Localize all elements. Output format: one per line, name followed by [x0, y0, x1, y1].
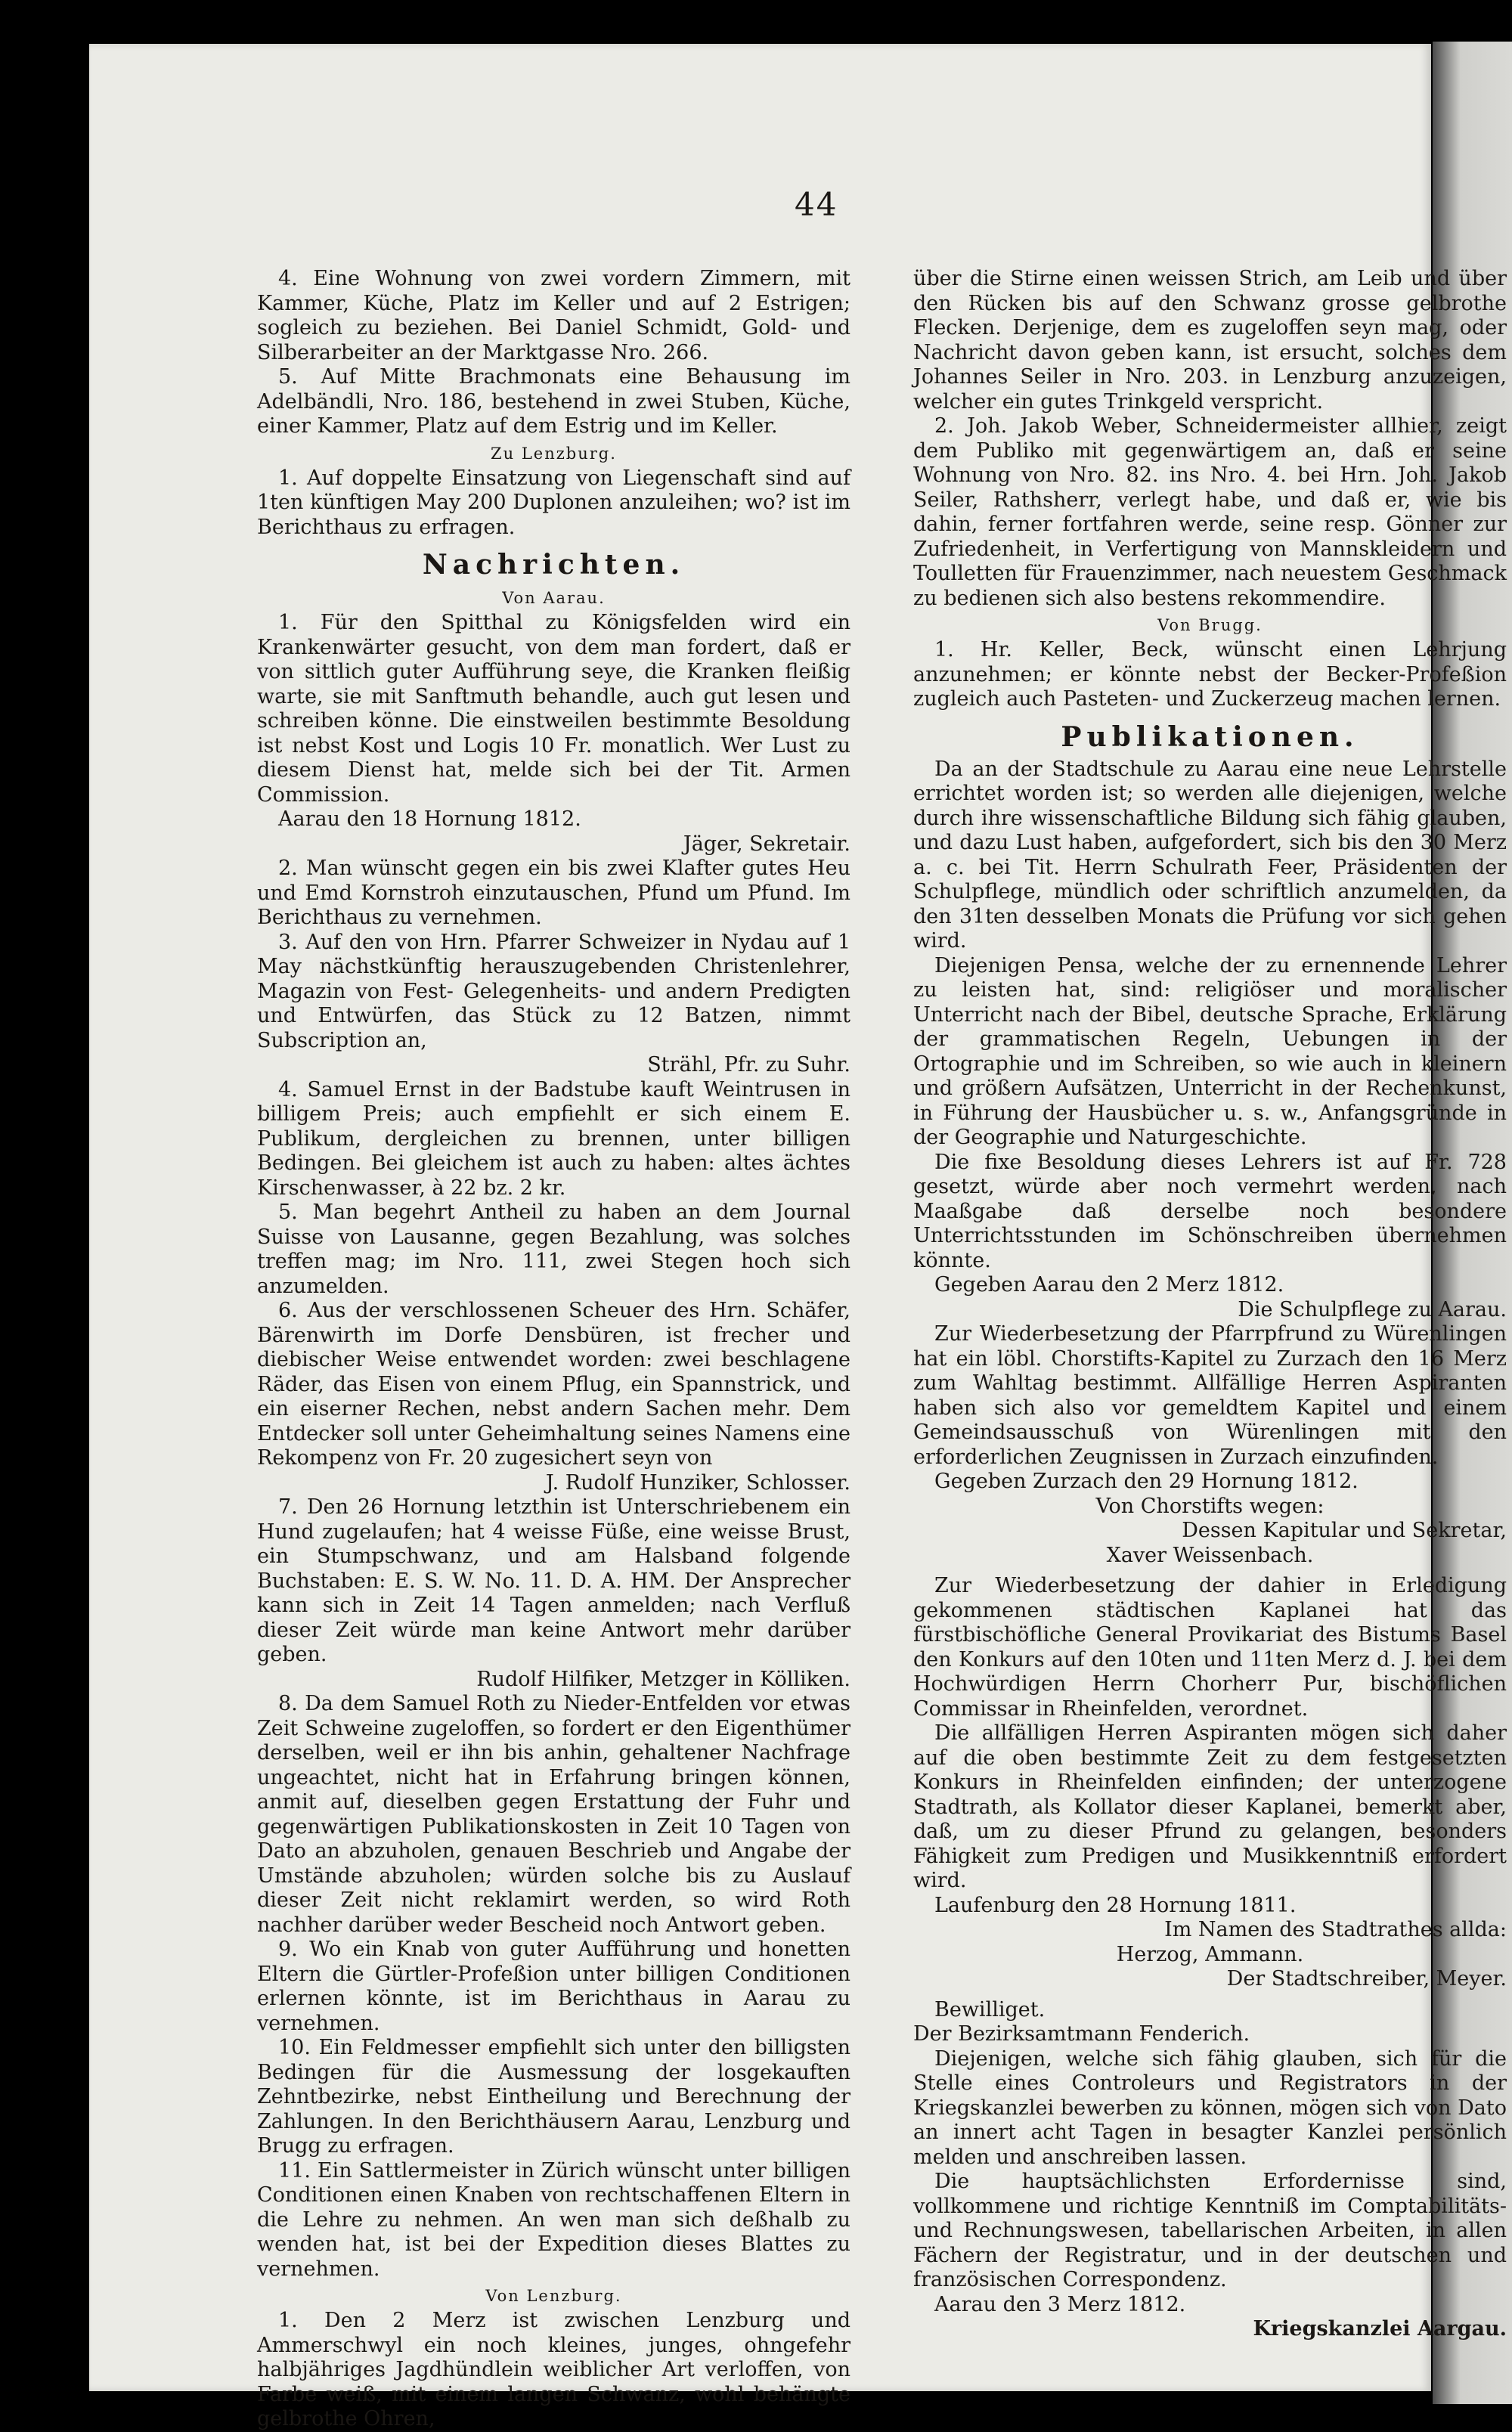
notice-paragraph: 1. Hr. Keller, Beck, wünscht einen Lehrjung anzunehmen; er könnte nebst der Becker-Profeßion zugleich auch Pasteten- und Zuckerzeug machen lernen. [913, 638, 1507, 711]
notice-signature: Von Chorstifts wegen: [1095, 1494, 1325, 1518]
notice-signature: Dessen Kapitular und Sekretar, [1182, 1519, 1507, 1542]
notice-paragraph: 10. Ein Feldmesser empfiehlt sich unter den billigsten Bedingen für die Ausmessung der losgekauften Zehntbezirke, nebst Eintheilung und Berechnung der Zahlungen. In den Berichthäusern Aarau, Lenzburg und Brugg zu erfragen. [257, 2036, 850, 2158]
notice-signature: Xaver Weissenbach. [1106, 1543, 1314, 1567]
notice-signature: Jäger, Sekretair. [683, 832, 850, 856]
notice-paragraph: Zur Wiederbesetzung der dahier in Erledigung gekommenen städtischen Kaplanei hat das fürstbischöfliche General Provikariat des Bistums Basel den Konkurs auf den 10ten und 11ten Merz d. J. bei dem Hochwürdigen Herrn Chorherr Pur, bischöflichen Commissar in Rheinfelden, verordnet. [913, 1574, 1507, 1721]
page-number: 44 [795, 186, 838, 223]
notice-signature: Rudolf Hilfiker, Metzger in Kölliken. [476, 1667, 850, 1691]
notice-paragraph: 2. Joh. Jakob Weber, Schneidermeister allhier, zeigt dem Publiko mit gegenwärtigem an, daß er seine Wohnung von Nro. 82. ins Nro. 4. bei Hrn. Joh. Jakob Seiler, Rathsherr, verlegt habe, und daß er, wie bis dahin, ferner fortfahren werde, seine resp. Gönner zur Zufriedenheit, in Verfertigung von Mannskleidern und Toulletten für Frauenzimmer, nach neuestem Geschmack zu bedienen sich also bestens rekommendire. [913, 414, 1507, 610]
section-subheading: Von Aarau. [502, 589, 606, 607]
notice-signature: Im Namen des Stadtrathes allda: [1164, 1918, 1507, 1941]
left-column [257, 267, 850, 2432]
notice-paragraph: 1. Für den Spitthal zu Königsfelden wird ein Krankenwärter gesucht, von dem man fordert, daß er von sittlich guter Aufführung seye, die Kranken fleißig warte, sie mit Sanftmuth behandle, auch gut lesen und schreiben könne. Die einstweilen bestimmte Besoldung ist nebst Kost und Logis 10 Fr. monatlich. Wer Lust zu diesem Dienst hat, melde sich bei der Tit. Armen Commission. [257, 611, 850, 807]
notice-signature: Herzog, Ammann. [1116, 1942, 1304, 1966]
notice-signature: Die Schulpflege zu Aarau. [1238, 1297, 1507, 1321]
notice-paragraph: 9. Wo ein Knab von guter Aufführung und honetten Eltern die Gürtler-Profeßion unter billigen Conditionen erlernen könnte, ist im Berichthaus in Aarau zu vernehmen. [257, 1938, 850, 2035]
notice-paragraph: Zur Wiederbesetzung der Pfarrpfrund zu Würenlingen hat ein löbl. Chorstifts-Kapitel zu Zurzach den 16 Merz zum Wahltag bestimmt. Allfällige Herren Aspiranten haben sich also vor gemeldtem Kapitel und einem Gemeindsausschuß von Würenlingen mit den erforderlichen Zeugnissen in Zurzach einzufinden. [913, 1322, 1507, 1469]
notice-date: Aarau den 18 Hornung 1812. [278, 807, 581, 831]
notice-paragraph: Diejenigen, welche sich fähig glauben, sich für die Stelle eines Controleurs und Registrators in der Kriegskanzlei bewerben zu können, mögen sich von Dato an innert acht Tagen in besagter Kanzlei persönlich melden und anschreiben lassen. [913, 2046, 1507, 2169]
notice-signature: J. Rudolf Hunziker, Schlosser. [545, 1470, 850, 1495]
notice-paragraph: Diejenigen Pensa, welche der zu ernennende Lehrer zu leisten hat, sind: religiöser und moralischer Unterricht nach der Bibel, deutsche Sprache, Erklärung der grammatischen Regeln, Uebungen in der Ortographie und im Schreiben, so wie auch in kleinern und größern Aufsätzen, Unterricht in der Rechenkunst, in Führung der Hausbücher u. s. w., Anfangsgründe in der Geographie und Naturgeschichte. [913, 953, 1507, 1149]
section-subheading: Zu Lenzburg. [491, 444, 617, 463]
notice-paragraph: 4. Eine Wohnung von zwei vordern Zimmern, mit Kammer, Küche, Platz im Keller und auf 2 Estrigen; sogleich zu beziehen. Bei Daniel Schmidt, Gold- und Silberarbeiter an der Marktgasse Nro. 266. [257, 267, 850, 364]
notice-paragraph: 6. Aus der verschlossenen Scheuer des Hrn. Schäfer, Bärenwirth im Dorfe Densbüren, ist frecher und diebischer Weise entwendet worden: zwei beschlagene Räder, das Eisen von einem Pflug, ein Spannstrick, und ein eiserner Rechen, nebst andern Sachen mehr. Dem Entdecker soll unter Geheimhaltung seines Namens eine Rekompenz von Fr. 20 zugesichert seyn von [257, 1299, 850, 1470]
notice-date: Gegeben Zurzach den 29 Hornung 1812. [934, 1470, 1359, 1493]
section-heading: Publikationen. [1061, 720, 1359, 753]
notice-paragraph: 5. Auf Mitte Brachmonats eine Behausung im Adelbändli, Nro. 186, bestehend in zwei Stuben, Küche, einer Kammer, Platz auf dem Estrig und im Keller. [257, 365, 850, 438]
notice-signature: Strähl, Pfr. zu Suhr. [647, 1053, 850, 1077]
newspaper-page [89, 44, 1507, 2430]
notice-approval-signature: Der Bezirksamtmann Fenderich. [913, 2022, 1250, 2046]
right-column [913, 267, 1507, 2342]
notice-paragraph: 1. Den 2 Merz ist zwischen Lenzburg und Ammerschwyl ein noch kleines, junges, ohngefehr halbjähriges Jagdhündlein weiblicher Art verloffen, von Farbe weiß, mit einem langen Schwanz, wohl behängte gelbrothe Ohren, [257, 2309, 850, 2430]
notice-paragraph: Die hauptsächlichsten Erfordernisse sind, vollkommene und richtige Kenntniß im Comptabilitäts- und Rechnungswesen, tabellarischen Arbeiten, in allen Fächern der Registratur, und in der deutschen und französischen Correspondenz. [913, 2170, 1507, 2291]
notice-date: Aarau den 3 Merz 1812. [934, 2292, 1186, 2316]
notice-paragraph: 2. Man wünscht gegen ein bis zwei Klafter gutes Heu und Emd Kornstroh einzutauschen, Pfund um Pfund. Im Berichthaus zu vernehmen. [257, 857, 850, 929]
notice-date: Gegeben Aarau den 2 Merz 1812. [934, 1273, 1284, 1297]
section-subheading: Von Brugg. [1157, 616, 1263, 634]
notice-paragraph: über die Stirne einen weissen Strich, am Leib und über den Rücken bis auf den Schwanz grosse gelbrothe Flecken. Derjenige, dem es zugeloffen seyn mag, oder Nachricht davon geben kann, ist ersucht, solches dem Johannes Seiler in Nro. 203. in Lenzburg anzuzeigen, welcher ein gutes Trinkgeld verspricht. [913, 267, 1507, 414]
notice-signature: Der Stadtschreiber, Meyer. [1226, 1967, 1507, 1991]
notice-paragraph: 1. Auf doppelte Einsatzung von Liegenschaft sind auf 1ten künftigen May 200 Duplonen anzuleihen; wo? ist im Berichthaus zu erfragen. [257, 466, 850, 539]
notice-date: Laufenburg den 28 Hornung 1811. [934, 1893, 1297, 1917]
notice-paragraph: 11. Ein Sattlermeister in Zürich wünscht unter billigen Conditionen einen Knaben von rechtschaffenen Eltern in die Lehre zu nehmen. An wen man sich deßhalb zu wenden hat, ist bei der Expedition dieses Blattes zu vernehmen. [257, 2158, 850, 2281]
section-heading: Nachrichten. [422, 549, 686, 581]
notice-paragraph: Da an der Stadtschule zu Aarau eine neue Lehrstelle errichtet worden ist; so werden alle diejenigen, welche durch ihre wissenschaftliche Bildung sich fähig glauben, und dazu Lust haben, aufgefordert, sich bis den 30 Merz a. c. bei Tit. Herrn Schulrath Feer, Präsidenten der Schulpflege, mündlich oder schriftlich anzumelden, da den 31ten desselben Monats die Prüfung vor sich gehen wird. [913, 757, 1507, 953]
notice-paragraph: Die allfälligen Herren Aspiranten mögen sich daher auf die oben bestimmte Zeit zu dem festgesetzten Konkurs in Rheinfelden einfinden; der unterzogene Stadtrath, als Kollator dieser Kaplanei, bemerkt aber, daß, um zu dieser Pfrund zu gelangen, besonders Fähigkeit zum Predigen und Musikkenntniß erfordert wird. [913, 1721, 1507, 1892]
notice-paragraph: 8. Da dem Samuel Roth zu Nieder-Entfelden vor etwas Zeit Schweine zugeloffen, so fordert er den Eigenthümer derselben, weil er ihn bis anhin, gehaltener Nachfrage ungeachtet, nicht hat in Erfahrung bringen können, anmit auf, dieselben gegen Erstattung der Fuhr und gegenwärtigen Publikationskosten in Zeit 10 Tagen von Dato an abzuholen, genauen Beschrieb und Angabe der Umstände abzuholen; würden solche bis zu Auslauf dieser Zeit nicht reklamirt werden, so wird Roth nachher darüber weder Bescheid noch Antwort geben. [257, 1692, 850, 1937]
notice-approval: Bewilliget. [934, 1997, 1046, 2022]
notice-signature: Kriegskanzlei Aargau. [1253, 2317, 1507, 2341]
notice-paragraph: 4. Samuel Ernst in der Badstube kauft Weintrusen in billigem Preis; auch empfiehlt er sich einem E. Publikum, dergleichen zu brennen, unter billigen Bedingen. Bei gleichem ist auch zu haben: altes ächtes Kirschenwasser, à 22 bz. 2 kr. [257, 1077, 850, 1200]
notice-paragraph: 7. Den 26 Hornung letzthin ist Unterschriebenem ein Hund zugelaufen; hat 4 weisse Füße, eine weisse Brust, ein Stumpschwanz, und am Halsband folgende Buchstaben: E. S. W. No. 11. D. A. HM. Der Ansprecher kann sich in Zeit 14 Tagen anmelden; nach Verfluß dieser Zeit würde man keine Antwort mehr darüber geben. [257, 1495, 850, 1666]
section-subheading: Von Lenzburg. [485, 2287, 622, 2305]
notice-paragraph: Die fixe Besoldung dieses Lehrers ist auf Fr. 728 gesetzt, würde aber noch vermehrt werden, nach Maaßgabe daß derselbe noch besondere Unterrichtsstunden im Schönschreiben übernehmen könnte. [913, 1150, 1507, 1272]
notice-paragraph: 3. Auf den von Hrn. Pfarrer Schweizer in Nydau auf 1 May nächstkünftig herauszugebenden Christenlehrer, Magazin von Fest- Gelegenheits- und andern Predigten und Entwürfen, das Stück zu 12 Batzen, nimmt Subscription an, [257, 930, 850, 1052]
notice-paragraph: 5. Man begehrt Antheil zu haben an dem Journal Suisse von Lausanne, gegen Bezahlung, was solches treffen mag; im Nro. 111, zwei Stegen hoch sich anzumelden. [257, 1201, 850, 1298]
